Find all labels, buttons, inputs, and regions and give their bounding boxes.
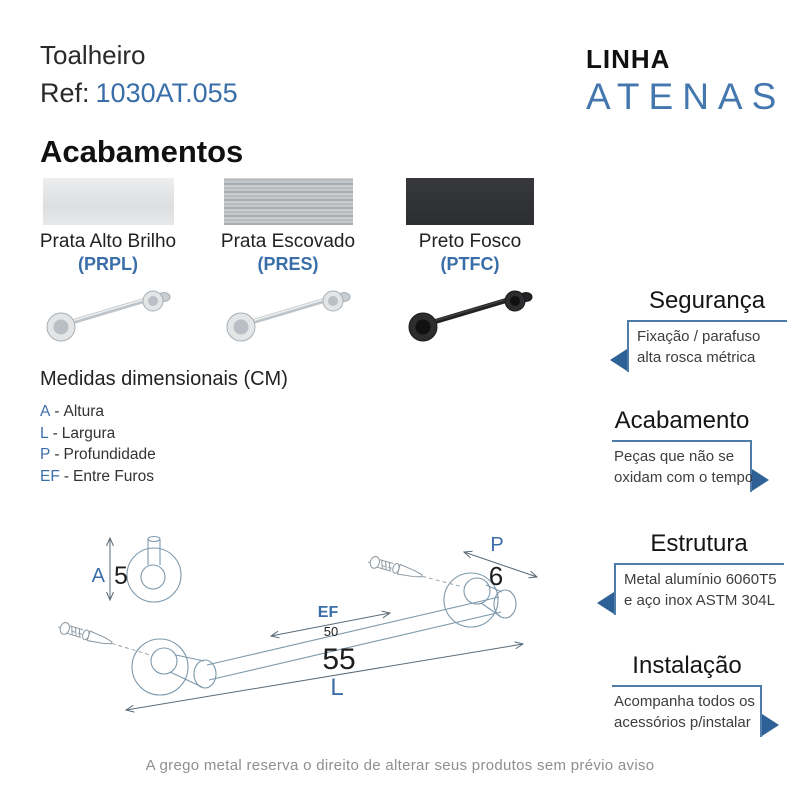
callout-instalacao <box>612 652 762 737</box>
dim-label-a: A <box>91 565 105 587</box>
finish-name: Prata Escovado <box>220 231 356 252</box>
callout-title: Acabamento <box>614 407 750 434</box>
measures-section <box>40 368 288 487</box>
towel-bar-photo-chrome <box>28 279 188 367</box>
callout-estrutura <box>614 530 784 615</box>
dim-label-l: L <box>330 674 344 701</box>
dim-value-p: 6 <box>488 561 504 591</box>
callout-title: Instalação <box>632 652 742 679</box>
dim-legend-largura: L - Largura <box>40 424 116 442</box>
callout-title: Segurança <box>648 287 766 314</box>
product-reference <box>40 78 238 109</box>
dim-legend-altura: A - Altura <box>40 403 105 420</box>
finish-swatch-matte-black <box>406 178 534 225</box>
arrow-right-icon <box>752 469 769 491</box>
towel-bar-photo-black <box>390 279 550 367</box>
brand-line-name: ATENAS <box>586 76 786 117</box>
finish-swatch-light-silver <box>43 178 174 225</box>
callout-acabamento <box>612 407 752 492</box>
callout-seguranca <box>627 287 787 372</box>
callout-box: Peças que não se oxidam com o tempo <box>612 440 752 492</box>
towel-bar-photo-chrome <box>208 279 368 367</box>
dim-label-ef: EF <box>317 604 339 621</box>
product-title: Toalheiro <box>40 40 146 70</box>
callout-box: Acompanha todos os acessórios p/instalar <box>612 685 762 737</box>
footer-disclaimer: A grego metal reserva o direito de alterar seus produtos sem prévio aviso <box>145 757 655 774</box>
measures-title: Medidas dimensionais (CM) <box>40 368 288 390</box>
finish-swatch-brushed-silver <box>224 178 353 225</box>
finish-name: Preto Fosco <box>418 231 522 252</box>
dim-legend-entre-furos: EF - Entre Furos <box>40 467 154 485</box>
finish-column-pres <box>202 178 374 367</box>
dim-label-p: P <box>490 534 504 556</box>
arrow-left-icon <box>610 349 627 371</box>
ref-label: Ref: <box>40 78 90 108</box>
dim-legend-profundidade: P - Profundidade <box>40 446 156 463</box>
arrow-left-icon <box>597 592 614 614</box>
brand-block <box>586 44 786 118</box>
ref-value: 1030AT.055 <box>95 78 238 108</box>
finish-code: (PRPL) <box>78 254 138 274</box>
callout-box: Fixação / parafuso alta rosca métrica <box>627 320 787 372</box>
finishes-section-title: Acabamentos <box>40 134 244 169</box>
brand-line-label: LINHA <box>586 44 671 74</box>
finish-code: (PRES) <box>257 254 319 274</box>
finish-column-prpl <box>22 178 194 367</box>
finish-code: (PTFC) <box>440 254 500 274</box>
dim-value-ef: 50 <box>323 624 339 639</box>
finish-name: Prata Alto Brilho <box>39 231 177 252</box>
callout-title: Estrutura <box>650 530 748 557</box>
callout-box: Metal alumínio 6060T5 e aço inox ASTM 304L <box>614 563 784 615</box>
finish-column-ptfc <box>384 178 556 367</box>
technical-drawing <box>30 505 610 720</box>
arrow-right-icon <box>762 714 779 736</box>
dim-value-l: 55 <box>322 643 356 676</box>
dim-value-a: 5 <box>114 562 128 590</box>
